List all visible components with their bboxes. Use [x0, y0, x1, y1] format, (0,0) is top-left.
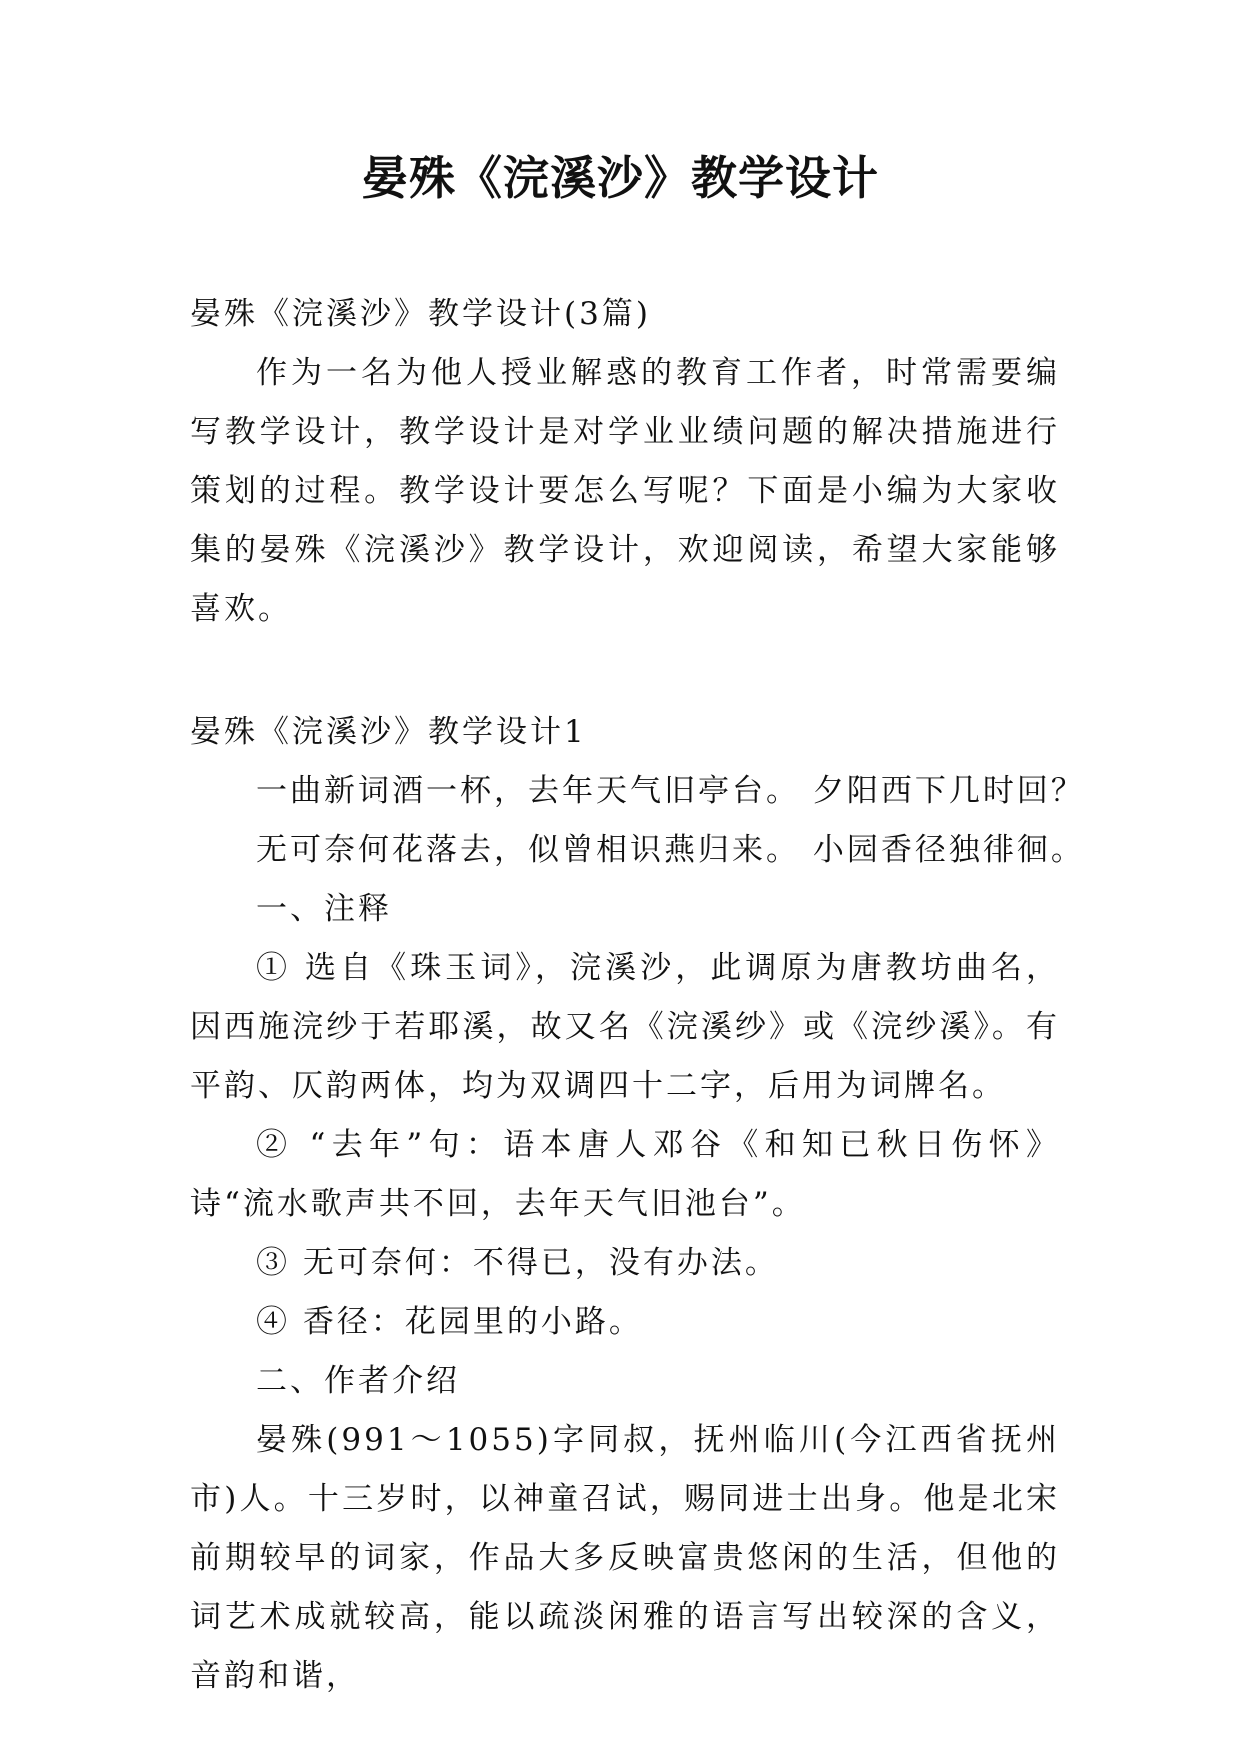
note-3: ③ 无可奈何：不得已，没有办法。 [256, 1245, 779, 1281]
poem-line-1: 一曲新词酒一杯，去年天气旧亭台。 夕阳西下几时回？ [256, 773, 1085, 809]
poem-line-2: 无可奈何花落去，似曾相识燕归来。 小园香径独徘徊。 [256, 832, 1085, 868]
document-title: 晏殊《浣溪沙》教学设计 [362, 151, 879, 205]
document-body [190, 285, 1085, 1706]
notes-heading: 一、注释 [256, 891, 392, 927]
note-2: ② “去年”句：语本唐人邓谷《和知已秋日伤怀》诗“流水歌声共不回，去年天气旧池台”。 [190, 1127, 1060, 1222]
document-subtitle: 晏殊《浣溪沙》教学设计(3篇) [190, 296, 651, 332]
note-4: ④ 香径：花园里的小路。 [256, 1304, 643, 1340]
author-heading: 二、作者介绍 [256, 1363, 460, 1399]
intro-paragraph: 作为一名为他人授业解惑的教育工作者，时常需要编写教学设计，教学设计是对学业业绩问题的解决措施进行策划的过程。教学设计要怎么写呢？下面是小编为大家收集的晏殊《浣溪沙》教学设计，欢迎阅读，希望大家能够喜欢。 [190, 355, 1060, 627]
section1-heading: 晏殊《浣溪沙》教学设计1 [190, 714, 587, 750]
section-gap [190, 639, 1060, 703]
note-1: ① 选自《珠玉词》，浣溪沙，此调原为唐教坊曲名，因西施浣纱于若耶溪，故又名《浣溪纱》或《浣纱溪》。有平韵、仄韵两体，均为双调四十二字，后用为词牌名。 [190, 950, 1060, 1104]
author-paragraph: 晏殊(991～1055)字同叔，抚州临川(今江西省抚州市)人。十三岁时，以神童召试，赐同进士出身。他是北宋前期较早的词家，作品大多反映富贵悠闲的生活，但他的词艺术成就较高，能以疏淡闲雅的语言写出较深的含义，音韵和谐， [190, 1422, 1060, 1694]
